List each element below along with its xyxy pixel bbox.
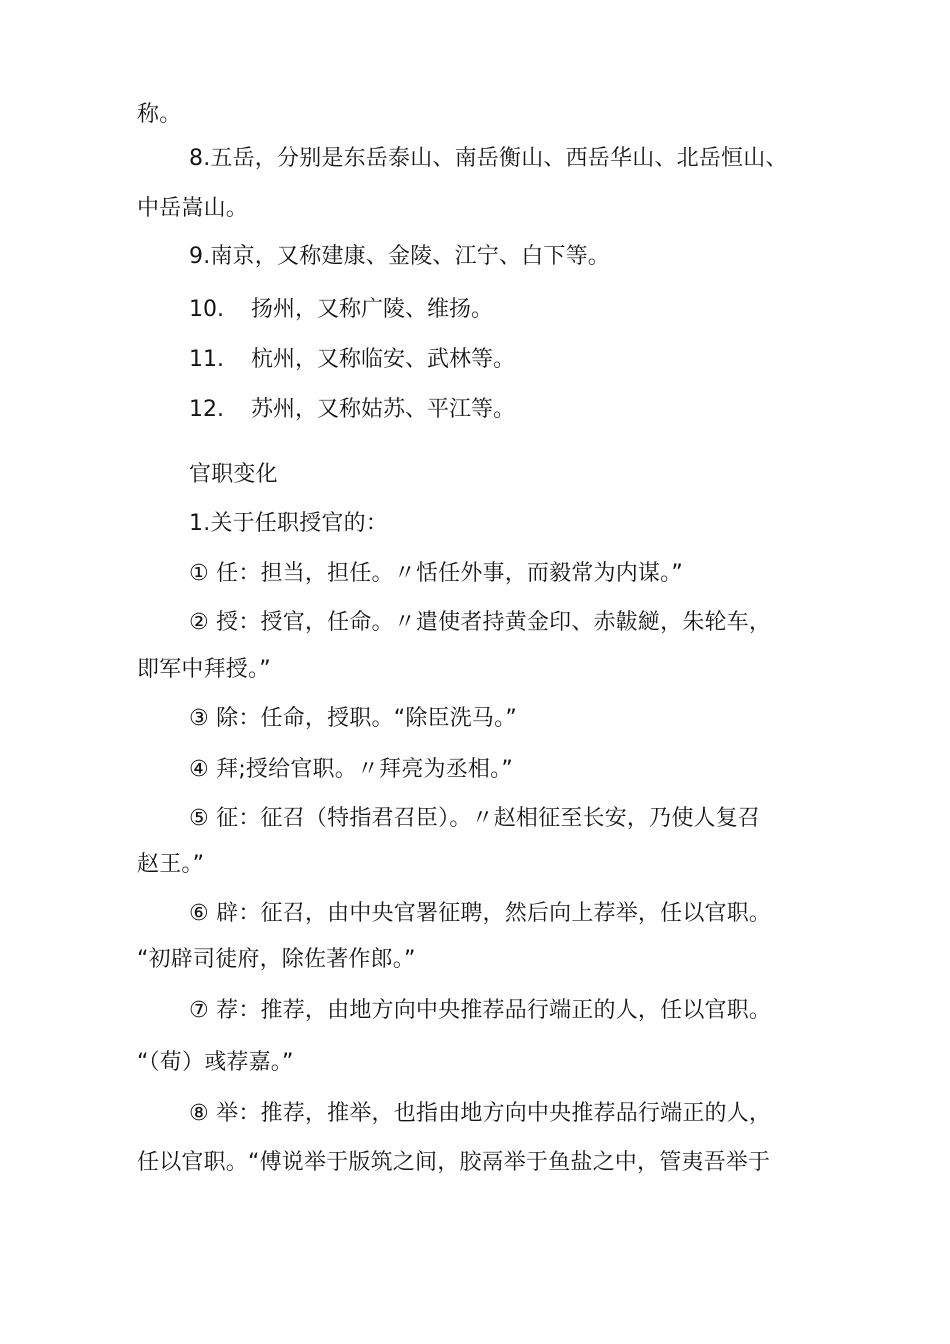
list-text: 扬州，又称广陵、维扬。: [251, 297, 494, 322]
text-line: ⑤ 征：征召（特指君召臣）。〃赵相征至长安，乃使人复召: [189, 806, 761, 831]
text-line: ⑥ 辟：征召，由中央官署征聘，然后向上荐举，任以官职。: [189, 901, 772, 926]
text-line: ② 授：授官，任命。〃遣使者持黄金印、赤韍縌，朱轮车，: [189, 610, 772, 635]
text-line: “（荀）彧荐嘉。”: [137, 1050, 294, 1075]
text-line: 任以官职。“傅说举于版筑之间，胶鬲举于鱼盐之中，管夷吾举于: [137, 1150, 771, 1175]
text-line: ④ 拜;授给官职。〃拜亮为丞相。”: [189, 757, 513, 782]
list-item: [189, 346, 515, 374]
text-line: 8.五岳，分别是东岳泰山、南岳衡山、西岳华山、北岳恒山、: [189, 146, 788, 171]
list-item: [189, 396, 515, 424]
list-number: 10.: [189, 297, 224, 322]
text-line: 9.南京，又称建康、金陵、江宁、白下等。: [189, 244, 610, 269]
text-line: ① 任：担当，担任。〃恬任外事，而毅常为内谋。”: [189, 561, 683, 586]
text-line: 1.关于任职授官的：: [189, 511, 388, 536]
list-number: 11.: [189, 347, 224, 372]
text-line: 称。: [137, 102, 182, 127]
section-heading: 官职变化: [189, 462, 278, 487]
text-line: 中岳嵩山。: [137, 196, 249, 221]
list-number: 12.: [189, 397, 224, 422]
list-text: 苏州，又称姑苏、平江等。: [251, 397, 516, 422]
list-item: [189, 296, 493, 324]
text-line: ⑦ 荐：推荐，由地方向中央推荐品行端正的人，任以官职。: [189, 998, 772, 1023]
text-line: 赵王。”: [137, 852, 205, 877]
text-line: ③ 除：任命，授职。“除臣洗马。”: [189, 706, 517, 731]
list-text: 杭州，又称临安、武林等。: [251, 347, 516, 372]
text-line: “初辟司徒府，除佐著作郎。”: [137, 947, 416, 972]
text-line: 即军中拜授。”: [137, 657, 271, 682]
text-line: ⑧ 举：推荐，推举，也指由地方向中央推荐品行端正的人，: [189, 1101, 772, 1126]
